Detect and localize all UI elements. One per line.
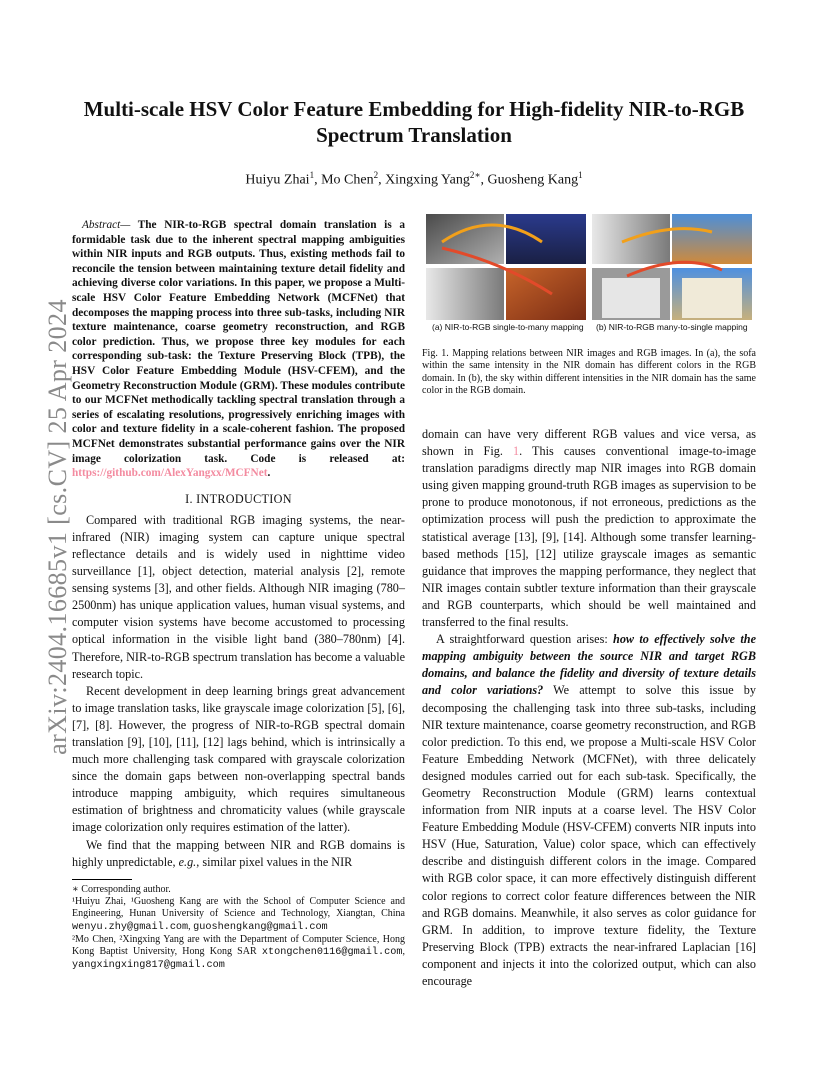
abstract <box>72 218 405 481</box>
text-run: domain can have very different RGB values and vice versa, as shown in Fig. <box>422 427 756 459</box>
affiliation-text: ¹Huiyu Zhai, ¹Guosheng Kang are with the School of Computer Science and Engineering, Hunan University of Science and Technology, Xiangtan, China <box>72 896 405 920</box>
nir-street-image <box>426 268 504 320</box>
email[interactable]: yangxingxing817@gmail.com <box>72 960 225 972</box>
tower-building <box>602 278 660 318</box>
tower-building <box>682 278 742 318</box>
text-run: We find that the mapping between NIR and RGB domains is highly unpredictable, <box>72 837 405 869</box>
author-mark: 1 <box>578 170 583 180</box>
left-column <box>72 218 405 871</box>
author-mark: 2∗ <box>469 170 481 180</box>
author-name: Huiyu Zhai <box>245 172 310 188</box>
footnote-corresponding: ∗ Corresponding author. <box>72 884 171 895</box>
affiliation-text: ²Mo Chen, ²Xingxing Yang are with the Department of Computer Science, Hong Kong Baptist University, Hong Kong SAR <box>72 933 405 958</box>
body-paragraph <box>422 631 756 990</box>
email[interactable]: xtongchen0116@gmail.com <box>261 947 403 959</box>
text-run: We attempt to solve this issue by decomposing the challenging task into three sub-tasks, including NIR texture maintenance, coarse geometry reconstruction, and RGB color prediction. To this end, we propose a Multi-scale HSV Color Feature Embedding Network (MCFNet), with three delicately designed modules carried out for each sub-task. Specifically, the Geometry Reconstruction Module (GRM) learns contextual information from NIR inputs at a coarse level. The HSV Color Feature Embedding Module (HSV-CFEM) converts NIR inputs into HSV (Hue, Saturation, Value) color space, which can effectively describe and distinguish different colors in the image. Compared with RGB color space, it can more effectively distinguish different color regions to correct color feature differences between the NIR and RGB domains. Meanwhile, it also serves as color guidance for GRM. In addition, to improve texture fidelity, the Texture Preserving Block (TPB) extracts the near-infrared Laplacian [16] component and injects it into the colorized output, which can also encourage <box>422 683 756 988</box>
abstract-lead: Abstract— <box>82 219 131 231</box>
text-run: , similar pixel values in the NIR <box>196 854 353 869</box>
right-column <box>422 426 756 990</box>
intro-paragraph: Compared with traditional RGB imaging systems, the near-infrared (NIR) imaging system can capture unique spectral reflectance details and is widely used in nighttime video surveillance [1], object detection, material analysis [2], remote sensing systems [3], and other fields. Although NIR imaging (780–2500nm) has unique application values, human visual systems, and computer vision systems have become accustomed to processing optical information in the visible light band (380–780nm) [4]. Therefore, NIR-to-RGB spectrum translation has become a valuable research topic. <box>72 512 406 681</box>
email[interactable]: guoshengkang@gmail.com <box>193 921 328 933</box>
separator: , <box>402 946 405 958</box>
footnote-affiliation-1 <box>72 896 405 934</box>
arxiv-stamp <box>14 292 72 762</box>
separator: , <box>188 920 194 932</box>
nir-sofa-image <box>426 214 504 264</box>
figure-1 <box>422 212 756 330</box>
footnotes <box>72 879 405 972</box>
figure-caption: Fig. 1. Mapping relations between NIR images and RGB images. In (a), the sofa within the same intensity in the NIR domain has different colors in the RGB domain. In (b), the sky within different intensities in the NIR domain has the same color in the RGB domain. <box>422 348 756 397</box>
section-heading: I. INTRODUCTION <box>185 491 292 506</box>
text-run: . This causes conventional image-to-image translation paradigms directly map NIR images into RGB domain using given mapping ground-truth RGB images as supervision to be prone to produce monotonous, if not erroneous, predictions as the optimization process will push the prediction to approximate the statistical average [13], [9], [14]. Although some transfer learning-based methods [15], [12] utilize grayscale images as semantic guidance that improves the mapping performance, they neglect that NIR images contain subtler texture information than their grayscale and RGB counterparts, which should be well maintained and transferred to the final results. <box>422 444 756 630</box>
figure-panel-a <box>426 214 586 320</box>
footnote-affiliation-2 <box>72 934 405 973</box>
intro-paragraph <box>72 837 405 871</box>
code-link[interactable]: https://github.com/AlexYangxx/MCFNet <box>72 467 268 480</box>
figure-reference-link[interactable]: 1 <box>513 444 520 459</box>
figure-label-b: (b) NIR-to-RGB many-to-single mapping <box>596 322 748 332</box>
author-mark: 1 <box>309 170 315 180</box>
author-name: Mo Chen <box>321 172 374 188</box>
author-name: Guosheng Kang <box>487 172 579 188</box>
abstract-end: . <box>267 467 271 480</box>
body-paragraph <box>422 426 756 631</box>
figure-label-a: (a) NIR-to-RGB single-to-many mapping <box>432 322 584 332</box>
abstract-text: The NIR-to-RGB spectral domain translation is a formidable task due to the inherent spectral mapping ambiguities within NIR inputs and RGB outputs. Thus, existing methods fail to reconcile the tension between maintaining texture detail fidelity and achieving diverse color variations. In this paper, we propose a Multi-scale HSV Color Feature Embedding Network (MCFNet) that decomposes the mapping process into three sub-tasks, including NIR texture maintenance, coarse geometry reconstruction, and RGB color prediction. Thus, we propose three key modules for each corresponding sub-task: the Texture Preserving Block (TPB), the HSV Color Feature Embedding Module (HSV-CFEM), and the Geometry Reconstruction Module (GRM). These modules contribute to our MCFNet methodically tackling spectral translation through a series of escalating resolutions, progressively enriching images with color and texture fidelity in a scale-coherent fashion. The proposed MCFNet demonstrates substantial performance gains over the NIR image colorization task. Code is released at: <box>72 219 405 465</box>
research-question: how to effectively solve the mapping ambiguity between the source NIR and target RGB domains, and balance the fidelity and diversity of texture details and color variations? <box>422 632 756 698</box>
emphasis-eg: e.g. <box>178 854 197 869</box>
intro-paragraph: Recent development in deep learning brings great advancement to image translation tasks, like grayscale image colorization [5], [6], [7], [8]. However, the progress of NIR-to-RGB spectral domain translation [9], [10], [11], [12] lags behind, which is intrinsically a much more challenging task compared with grayscale colorization since the domain gaps between non-overlapping spectral bands introduce mapping ambiguity, which requires simultaneous estimation of brightness and chromaticity values (while grayscale image colorization only requires estimation of the latter). <box>72 683 405 835</box>
rgb-sofa-blue-image <box>506 214 586 264</box>
rgb-mountain-image <box>672 214 752 264</box>
text-run: A straightforward question arises: <box>436 632 614 647</box>
figure-panel-b <box>592 214 752 320</box>
author-line: Huiyu Zhai$^1$, Mo Chen$^2$, Xingxing Yang$^{2∗}$, Guosheng Kang$^1$ <box>245 170 583 188</box>
paper-title: Multi-scale HSV Color Feature Embedding for High-fidelity NIR-to-RGB Spectrum Translation <box>83 97 745 147</box>
author-name: Xingxing Yang <box>385 172 470 188</box>
footnote-divider <box>72 879 132 880</box>
arxiv-stamp-text: arXiv:2404.16685v1 [cs.CV] 25 Apr 2024 <box>43 299 72 755</box>
email[interactable]: wenyu.zhy@gmail.com <box>72 921 189 933</box>
author-mark: 2 <box>373 170 379 180</box>
